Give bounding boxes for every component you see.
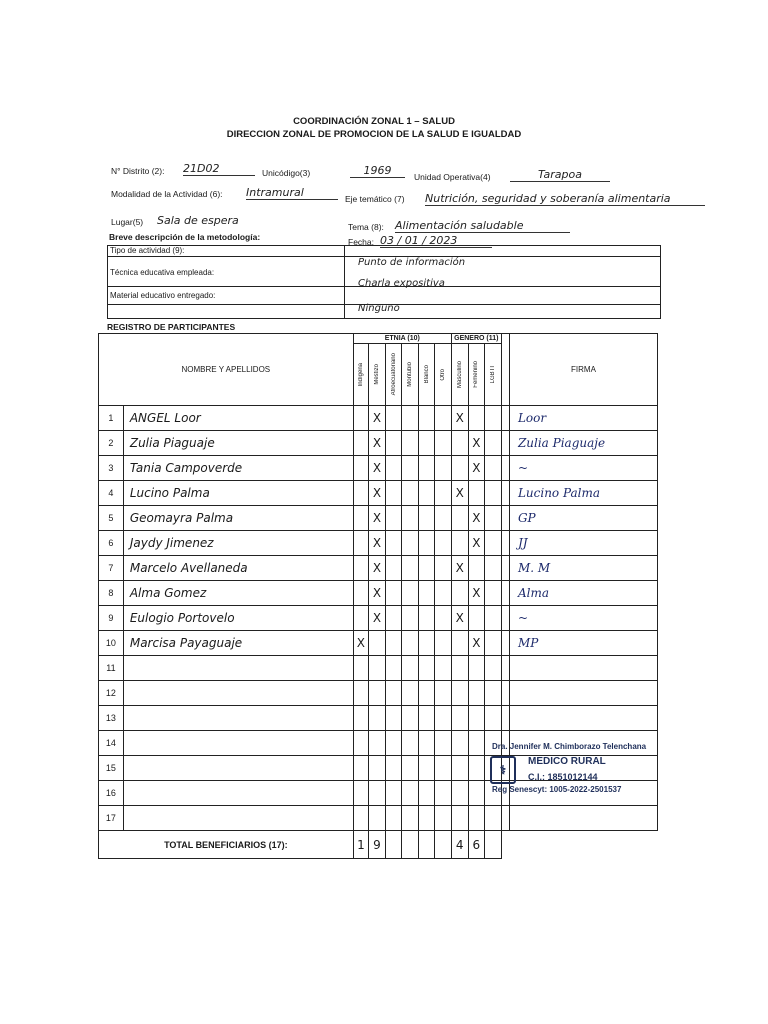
spacer-cell [501,806,509,831]
participant-name: Marcisa Payaguaje [123,631,353,656]
genero-mark [468,656,485,681]
participant-name [123,656,353,681]
etnia-mark [435,706,452,731]
etnia-mark [435,481,452,506]
signature: MP [509,631,657,656]
etnia-mark [402,756,419,781]
participant-name [123,731,353,756]
etnia-mark [353,781,369,806]
table-row [99,456,658,481]
stamp-logo-icon: ⚕ [490,756,516,784]
etnia-mark [385,431,402,456]
etnia-col-4 [418,344,435,406]
etnia-mark [402,431,419,456]
etnia-mark [435,681,452,706]
genero-mark [485,431,502,456]
etnia-col-label: Otro [440,368,447,381]
etnia-mark [418,681,435,706]
genero-mark [468,606,485,631]
tipo-actividad-value: Punto de información [358,257,466,268]
genero-mark [468,806,485,831]
fecha-value: 03 / 01 / 2023 [380,234,492,248]
etnia-mark [353,431,369,456]
total-blanco [418,831,435,859]
etnia-mark [418,806,435,831]
table-row [99,656,658,681]
stamp-reg: Reg Senescyt: 1005-2022-2501537 [492,785,622,794]
genero-mark [451,781,468,806]
table-row [99,581,658,606]
etnia-col-0 [353,344,369,406]
spacer-cell [501,606,509,631]
signature: M. M [509,556,657,581]
spacer-cell [501,531,509,556]
row-number: 6 [99,531,124,556]
etnia-mark [402,531,419,556]
etnia-mark [402,406,419,431]
genero-mark: X [451,556,468,581]
etnia-mark [369,681,386,706]
total-masculino: 4 [451,831,468,859]
header-line-2: DIRECCION ZONAL DE PROMOCION DE LA SALUD E IGUALDAD [226,129,522,140]
material-value: Ninguno [358,303,400,314]
etnia-mark [418,731,435,756]
table-row [99,556,658,581]
spacer-cell [501,481,509,506]
total-montubio [402,831,419,859]
etnia-mark [353,656,369,681]
spacer-cell [501,656,509,681]
total-label: TOTAL BENEFICIARIOS (17): [99,831,354,859]
genero-mark [485,631,502,656]
genero-mark [451,681,468,706]
genero-mark [468,731,485,756]
row-number: 2 [99,431,124,456]
etnia-mark [353,506,369,531]
genero-mark: X [468,456,485,481]
etnia-mark: X [369,481,386,506]
row-number: 10 [99,631,124,656]
etnia-mark [385,681,402,706]
etnia-mark [385,456,402,481]
modalidad-value: Intramural [246,186,338,200]
etnia-mark [402,606,419,631]
modalidad-label: Modalidad de la Actividad (6): [111,189,223,199]
etnia-mark [435,431,452,456]
genero-col-1 [468,344,485,406]
spacer-cell [501,556,509,581]
distrito-label: N° Distrito (2): [111,166,165,176]
etnia-mark [353,556,369,581]
registro-title: REGISTRO DE PARTICIPANTES [107,322,236,332]
row-number: 1 [99,406,124,431]
etnia-mark [385,481,402,506]
genero-mark [468,481,485,506]
genero-mark [485,406,502,431]
etnia-mark [418,656,435,681]
etnia-mark [435,731,452,756]
etnia-mark: X [353,631,369,656]
unicodigo-label: Unicódigo(3) [262,168,311,178]
etnia-mark [402,681,419,706]
etnia-mark [353,681,369,706]
genero-mark [451,456,468,481]
genero-mark [485,581,502,606]
etnia-mark [435,406,452,431]
etnia-mark [353,456,369,481]
table-row [99,406,658,431]
genero-mark [468,406,485,431]
spacer-cell [501,456,509,481]
eje-label: Eje temático (7) [345,194,405,204]
genero-mark [468,556,485,581]
etnia-mark [418,756,435,781]
genero-mark: X [451,606,468,631]
etnia-mark [369,656,386,681]
etnia-mark [385,556,402,581]
genero-mark: X [468,431,485,456]
signature: ~ [509,456,657,481]
spacer-cell [501,406,509,431]
etnia-mark: X [369,606,386,631]
participant-name [123,806,353,831]
name-column-header: NOMBRE Y APELLIDOS [99,334,354,406]
table-row [99,431,658,456]
genero-mark [451,656,468,681]
genero-mark: X [468,581,485,606]
etnia-mark [435,506,452,531]
participant-name: ANGEL Loor [123,406,353,431]
etnia-col-label: Afroecuatoriano [390,353,397,396]
genero-mark [451,431,468,456]
etnia-mark [385,731,402,756]
stamp-title: MEDICO RURAL [528,756,606,767]
etnia-mark [385,781,402,806]
etnia-mark [418,781,435,806]
distrito-value: 21D02 [183,162,255,176]
table-row [99,606,658,631]
etnia-mark: X [369,531,386,556]
row-number: 17 [99,806,124,831]
etnia-mark [418,431,435,456]
signature: Loor [509,406,657,431]
etnia-mark [435,756,452,781]
etnia-mark [418,606,435,631]
doctor-stamp [488,742,658,806]
genero-col-label: LGBTI [489,365,496,384]
tema-label: Tema (8): [348,222,384,232]
etnia-mark [418,556,435,581]
metodologia-label: Breve descripción de la metodología: [109,232,261,242]
etnia-mark [418,506,435,531]
signature: JJ [509,531,657,556]
stamp-name: Dra. Jennifer M. Chimborazo Telenchana [492,742,647,751]
etnia-mark [402,656,419,681]
participant-name [123,706,353,731]
etnia-mark [435,556,452,581]
participant-name: Alma Gomez [123,581,353,606]
etnia-mark [353,706,369,731]
etnia-mark [418,481,435,506]
etnia-mark [418,706,435,731]
genero-col-2 [485,344,502,406]
participant-name: Zulia Piaguaje [123,431,353,456]
etnia-col-3 [402,344,419,406]
participant-name: Jaydy Jimenez [123,531,353,556]
genero-mark: X [451,406,468,431]
material-label: Material educativo entregado: [110,291,216,300]
row-number: 12 [99,681,124,706]
etnia-col-label: Mestizo [373,364,380,385]
etnia-col-label: Montubio [407,362,414,387]
signature [509,706,657,731]
genero-mark [451,806,468,831]
genero-mark [485,706,502,731]
etnia-mark [402,481,419,506]
genero-mark [485,606,502,631]
genero-mark: X [468,531,485,556]
unidad-label: Unidad Operativa(4) [414,172,491,182]
signature: Zulia Piaguaje [509,431,657,456]
etnia-col-1 [369,344,386,406]
etnia-mark [385,406,402,431]
total-indigena: 1 [353,831,369,859]
etnia-mark [418,631,435,656]
genero-mark [451,631,468,656]
etnia-mark: X [369,456,386,481]
genero-mark [451,756,468,781]
etnia-mark [353,481,369,506]
row-number: 15 [99,756,124,781]
genero-mark [468,756,485,781]
etnia-mark [435,456,452,481]
etnia-mark [353,581,369,606]
signature [509,656,657,681]
signature: GP [509,506,657,531]
etnia-mark [435,631,452,656]
etnia-mark [369,706,386,731]
genero-mark [485,806,502,831]
participant-name [123,781,353,806]
genero-header: GENERO (11) [451,334,501,344]
genero-mark [451,706,468,731]
participant-name [123,681,353,706]
etnia-mark: X [369,581,386,606]
etnia-col-2 [385,344,402,406]
genero-mark [485,506,502,531]
genero-mark [468,781,485,806]
genero-mark [485,656,502,681]
table-row [99,531,658,556]
spacer-cell [501,431,509,456]
etnia-mark [402,506,419,531]
etnia-mark [435,581,452,606]
genero-mark: X [451,481,468,506]
etnia-mark [435,531,452,556]
table-row [99,681,658,706]
spacer-cell [501,681,509,706]
etnia-mark [369,731,386,756]
genero-col-0 [451,344,468,406]
etnia-mark [353,756,369,781]
unicodigo-value: 1969 [350,164,405,178]
etnia-mark [353,606,369,631]
etnia-mark [418,406,435,431]
etnia-mark [402,581,419,606]
row-number: 14 [99,731,124,756]
spacer-cell [501,506,509,531]
etnia-mark [402,456,419,481]
etnia-mark: X [369,431,386,456]
genero-col-label: Masculino [456,360,463,388]
etnia-mark [402,706,419,731]
genero-mark: X [468,631,485,656]
genero-mark [485,556,502,581]
etnia-mark [353,731,369,756]
methodology-table [107,245,661,319]
stamp-ci: C.I.: 1851012144 [528,772,598,782]
etnia-mark [385,531,402,556]
etnia-mark [385,606,402,631]
etnia-mark: X [369,556,386,581]
tipo-actividad-label: Tipo de actividad (9): [110,246,185,255]
etnia-mark [402,781,419,806]
signature: Lucino Palma [509,481,657,506]
spacer-cell [501,581,509,606]
tecnica-label: Técnica educativa empleada: [110,268,215,277]
etnia-col-label: Blanco [423,365,430,384]
participant-name [123,756,353,781]
genero-col-label: Femenino [473,361,480,388]
etnia-mark [402,631,419,656]
total-otro [435,831,452,859]
genero-mark [451,531,468,556]
genero-mark [468,681,485,706]
signature: ~ [509,606,657,631]
etnia-col-5 [435,344,452,406]
table-row [99,706,658,731]
etnia-mark [385,631,402,656]
row-number: 5 [99,506,124,531]
row-number: 11 [99,656,124,681]
etnia-col-label: Indígena [357,362,364,387]
row-number: 4 [99,481,124,506]
row-number: 16 [99,781,124,806]
total-femenino: 6 [468,831,485,859]
table-row [99,631,658,656]
genero-mark [451,581,468,606]
total-afro [385,831,402,859]
etnia-mark [435,656,452,681]
signature: Alma [509,581,657,606]
etnia-mark [385,706,402,731]
etnia-mark [402,556,419,581]
row-number: 3 [99,456,124,481]
etnia-mark [353,806,369,831]
etnia-mark [435,806,452,831]
genero-mark [485,681,502,706]
etnia-mark [385,656,402,681]
tema-value: Alimentación saludable [395,219,570,233]
genero-mark [485,481,502,506]
etnia-mark [385,756,402,781]
unidad-value: Tarapoa [510,168,610,182]
participant-name: Tania Campoverde [123,456,353,481]
etnia-mark [353,406,369,431]
firma-header: FIRMA [509,334,657,406]
etnia-mark [369,756,386,781]
row-number: 13 [99,706,124,731]
participant-name: Marcelo Avellaneda [123,556,353,581]
etnia-mark [369,806,386,831]
tecnica-value: Charla expositiva [358,278,445,289]
participant-name: Eulogio Portovelo [123,606,353,631]
spacer-cell [501,631,509,656]
lugar-label: Lugar(5) [111,217,144,227]
row-number: 8 [99,581,124,606]
etnia-header: ETNIA (10) [353,334,451,344]
etnia-mark: X [369,406,386,431]
etnia-mark [418,531,435,556]
total-mestizo: 9 [369,831,386,859]
participant-name: Lucino Palma [123,481,353,506]
lugar-value: Sala de espera [157,214,239,227]
row-number: 9 [99,606,124,631]
genero-mark [485,456,502,481]
table-row [99,506,658,531]
spacer-cell [501,706,509,731]
genero-mark: X [468,506,485,531]
table-row [99,481,658,506]
etnia-mark [435,606,452,631]
row-number: 7 [99,556,124,581]
table-row [99,806,658,831]
etnia-mark [385,806,402,831]
etnia-mark [402,731,419,756]
etnia-mark [418,456,435,481]
eje-value: Nutrición, seguridad y soberanía alimentaria [425,192,705,206]
genero-mark [451,731,468,756]
etnia-mark: X [369,506,386,531]
total-lgbti [485,831,502,859]
signature [509,806,657,831]
fecha-label: Fecha: [348,237,374,247]
etnia-mark [402,806,419,831]
header-line-1: COORDINACIÓN ZONAL 1 – SALUD [293,116,455,127]
etnia-mark [385,506,402,531]
etnia-mark [369,781,386,806]
etnia-mark [418,581,435,606]
genero-mark [485,531,502,556]
etnia-mark [369,631,386,656]
participant-name: Geomayra Palma [123,506,353,531]
etnia-mark [353,531,369,556]
genero-mark [468,706,485,731]
etnia-mark [435,781,452,806]
signature [509,681,657,706]
etnia-mark [385,581,402,606]
genero-mark [451,506,468,531]
